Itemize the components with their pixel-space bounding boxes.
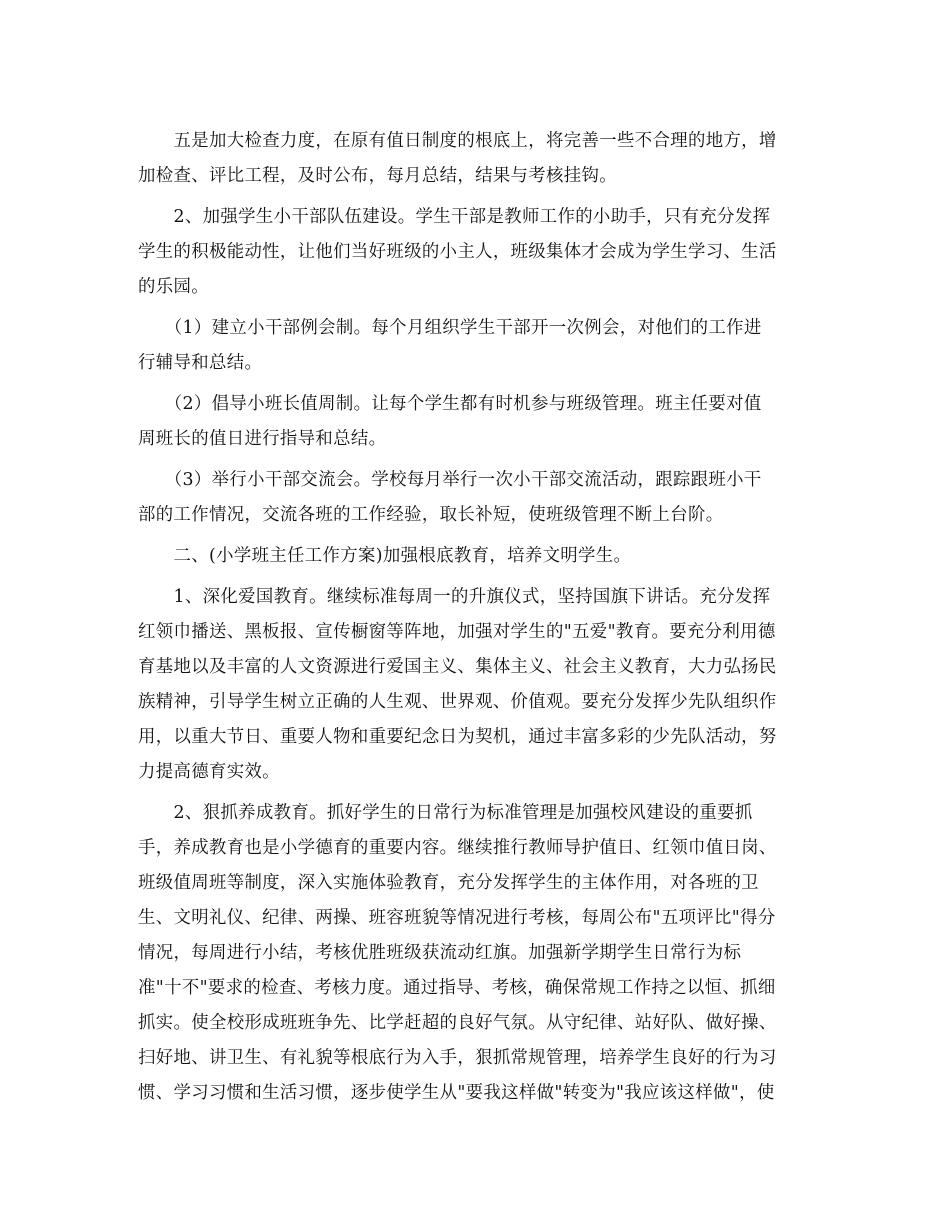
text-line: 生、文明礼仪、纪律、两操、班容班貌等情况进行考核，每周公布"五项评比"得分 [138, 908, 776, 928]
text-line: 抓实。使全校形成班班争先、比学赶超的良好气氛。从守纪律、站好队、做好操、 [138, 1013, 777, 1033]
text-line: 五是加大检查力度，在原有值日制度的根底上，将完善一些不合理的地方，增 [138, 131, 777, 151]
text-line: 准"十不"要求的检查、考核力度。通过指导、考核，确保常规工作持之以恒、抓细 [138, 978, 776, 998]
text-line: 班级值周班等制度，深入实施体验教育，充分发挥学生的主体作用，对各班的卫 [138, 873, 759, 893]
text-line: 加检查、评比工程，及时公布，每月总结，结果与考核挂钩。 [138, 166, 617, 186]
text-line: 的乐园。 [138, 277, 209, 297]
text-line: 1、深化爱国教育。继续标准每周一的升旗仪式，坚持国旗下讲话。充分发挥 [138, 587, 771, 607]
text-line: 用，以重大节日、重要人物和重要纪念日为契机，通过丰富多彩的少先队活动，努 [138, 727, 777, 747]
text-line: 力提高德育实效。 [138, 762, 280, 782]
text-line: （2）倡导小班长值周制。让每个学生都有时机参与班级管理。班主任要对值 [138, 394, 762, 414]
text-line: 二、(小学班主任工作方案)加强根底教育，培养文明学生。 [138, 546, 632, 566]
text-line: 学生的积极能动性，让他们当好班级的小主人，班级集体才会成为学生学习、生活 [138, 242, 777, 262]
document-body [138, 124, 814, 1111]
text-line: 2、加强学生小干部队伍建设。学生干部是教师工作的小助手，只有充分发挥 [138, 207, 771, 227]
text-line: 惯、学习习惯和生活习惯，逐步使学生从"要我这样做"转变为"我应该这样做"，使 [138, 1083, 775, 1103]
text-line: 族精神，引导学生树立正确的人生观、世界观、价值观。要充分发挥少先队组织作 [138, 692, 777, 712]
text-line: 部的工作情况，交流各班的工作经验，取长补短，使班级管理不断上台阶。 [138, 505, 724, 525]
text-line: 红领巾播送、黑板报、宣传橱窗等阵地，加强对学生的"五爱"教育。要充分利用德 [138, 622, 776, 642]
text-line: （3）举行小干部交流会。学校每月举行一次小干部交流活动，跟踪跟班小干 [138, 470, 762, 490]
text-line: 行辅导和总结。 [138, 353, 263, 373]
text-line: 周班长的值日进行指导和总结。 [138, 429, 387, 449]
text-line: （1）建立小干部例会制。每个月组织学生干部开一次例会，对他们的工作进 [138, 318, 762, 338]
text-line: 情况，每周进行小结，考核优胜班级获流动红旗。加强新学期学生日常行为标 [138, 943, 742, 963]
text-line: 育基地以及丰富的人文资源进行爱国主义、集体主义、社会主义教育，大力弘扬民 [138, 657, 777, 677]
text-line: 2、狠抓养成教育。抓好学生的日常行为标准管理是加强校风建设的重要抓 [138, 803, 753, 823]
text-line: 手，养成教育也是小学德育的重要内容。继续推行教师导护值日、红领巾值日岗、 [138, 838, 777, 858]
text-line: 扫好地、讲卫生、有礼貌等根底行为入手，狠抓常规管理，培养学生良好的行为习 [138, 1048, 777, 1068]
